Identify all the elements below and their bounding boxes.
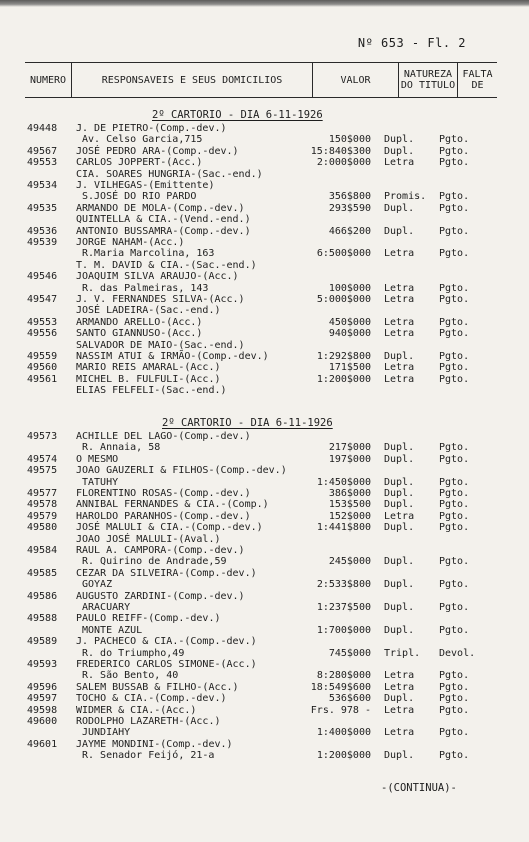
responsavel-name: MARIO REIS AMARAL-(Acc.)	[76, 362, 221, 374]
natureza-titulo: Letra	[384, 681, 415, 693]
record-number: 49586	[27, 590, 58, 602]
record-number: 49593	[27, 659, 58, 670]
responsavel-name: ELIAS FELFELI-(Sac.-end.)	[76, 385, 227, 397]
domicilio: R. das Palmeiras, 143	[82, 282, 209, 294]
section-title: 2º CARTORIO - DIA 6-11-1926	[162, 417, 333, 429]
record-line	[0, 568, 529, 579]
responsavel-name: CIA. SOARES HUNGRIA-(Sac.-end.)	[76, 168, 263, 180]
record-line	[0, 340, 529, 351]
valor-amount: 1:200$000	[316, 750, 371, 762]
natureza-titulo: Letra	[384, 316, 415, 328]
responsavel-name: JOAO GAUZERLI & FILHOS-(Comp.-dev.)	[76, 465, 287, 477]
responsavel-name: RAUL A. CAMPORA-(Comp.-dev.)	[76, 545, 245, 556]
record-number: 49547	[27, 294, 58, 305]
responsavel-name: FREDERICO CARLOS SIMONE-(Acc.)	[76, 659, 257, 670]
record-number: 49584	[27, 545, 58, 556]
valor-amount: 466$200	[328, 225, 371, 237]
falta-de: Pgto.	[439, 373, 470, 385]
natureza-titulo: Letra	[384, 294, 415, 305]
valor-amount: Frs. 978 -	[310, 704, 371, 716]
falta-de: Pgto.	[439, 579, 470, 591]
valor-amount: 8:280$000	[316, 670, 371, 682]
record-line	[0, 648, 529, 659]
valor-amount: 245$000	[328, 556, 371, 568]
domicilio: S.JOSÉ DO RIO PARDO	[82, 191, 197, 203]
natureza-titulo: Dupl.	[384, 693, 415, 705]
falta-de: Pgto.	[439, 134, 470, 146]
record-number: 49589	[27, 636, 58, 648]
falta-de: Pgto.	[439, 750, 470, 762]
responsavel-name: ARMANDO DE MOLA-(Comp.-dev.)	[76, 202, 245, 214]
valor-amount: 1:200$000	[316, 373, 371, 385]
record-number: 49600	[27, 716, 58, 727]
record-number: 49546	[27, 271, 58, 283]
natureza-titulo: Dupl.	[384, 750, 415, 762]
scan-edge	[0, 0, 529, 7]
record-number: 49567	[27, 145, 58, 157]
valor-amount: 100$000	[328, 282, 371, 294]
record-number: 49588	[27, 613, 58, 625]
record-line	[0, 477, 529, 488]
record-line	[0, 237, 529, 248]
record-line	[0, 214, 529, 225]
natureza-titulo: Letra	[384, 157, 415, 169]
natureza-titulo: Dupl.	[384, 556, 415, 568]
falta-de: Pgto.	[439, 704, 470, 716]
valor-amount: 1:237$500	[316, 602, 371, 613]
section-title: 2º CARTORIO - DIA 6-11-1926	[152, 109, 323, 121]
record-line	[0, 625, 529, 636]
falta-de: Pgto.	[439, 693, 470, 705]
header-falta: FALTA DE	[462, 69, 493, 91]
table-header	[25, 62, 497, 98]
responsavel-name: T. M. DAVID & CIA.-(Sac.-end.)	[76, 259, 257, 271]
domicilio: Av. Celso Garcia,715	[82, 134, 203, 146]
header-responsaveis: RESPONSAVEIS E SEUS DOMICILIOS	[101, 74, 283, 86]
falta-de: Pgto.	[439, 225, 470, 237]
responsavel-name: MICHEL B. FULFULI-(Acc.)	[76, 373, 221, 385]
domicilio: R. Quirino de Andrade,59	[82, 556, 227, 568]
record-line	[0, 511, 529, 522]
record-number: 49596	[27, 681, 58, 693]
falta-de: Pgto.	[439, 453, 470, 465]
record-line	[0, 659, 529, 670]
falta-de: Pgto.	[439, 727, 470, 739]
domicilio: R. Senador Feijó, 21-a	[82, 750, 215, 762]
valor-amount: 153$500	[328, 499, 371, 511]
record-number: 49534	[27, 180, 58, 191]
header-natureza: NATUREZA DO TITULO	[400, 69, 456, 91]
natureza-titulo: Letra	[384, 373, 415, 385]
responsavel-name: RODOLPHO LAZARETH-(Acc.)	[76, 716, 221, 727]
record-line	[0, 248, 529, 259]
record-line	[0, 180, 529, 191]
record-line	[0, 739, 529, 750]
valor-amount: 386$000	[328, 488, 371, 499]
record-line	[0, 305, 529, 316]
record-number: 49585	[27, 567, 58, 579]
responsavel-name: JOSÉ MALULI & CIA.-(Comp.-dev.)	[76, 522, 263, 534]
valor-amount: 1:292$800	[316, 351, 371, 362]
record-number: 49553	[27, 316, 58, 328]
domicilio: JUNDIAHY	[82, 727, 131, 739]
record-line	[0, 750, 529, 761]
responsavel-name: JOSÉ LADEIRA-(Sac.-end.)	[76, 305, 221, 317]
record-line	[0, 134, 529, 145]
record-line	[0, 545, 529, 556]
valor-amount: 536$600	[328, 693, 371, 705]
record-number: 49556	[27, 328, 58, 340]
falta-de: Pgto.	[439, 681, 470, 693]
natureza-titulo: Dupl.	[384, 602, 415, 613]
natureza-titulo: Dupl.	[384, 145, 415, 157]
falta-de: Pgto.	[439, 522, 470, 534]
record-number: 49575	[27, 465, 58, 477]
record-line	[0, 488, 529, 499]
falta-de: Pgto.	[439, 602, 470, 613]
record-number: 49535	[27, 202, 58, 214]
falta-de: Pgto.	[439, 624, 470, 636]
record-line	[0, 351, 529, 362]
record-number: 49448	[27, 123, 58, 134]
natureza-titulo: Dupl.	[384, 202, 415, 214]
domicilio: ARACUARY	[82, 602, 131, 613]
natureza-titulo: Promis.	[384, 191, 427, 203]
falta-de: Pgto.	[439, 488, 470, 499]
record-line	[0, 636, 529, 647]
record-line	[0, 271, 529, 282]
valor-amount: 2:533$800	[316, 579, 371, 591]
record-number: 49539	[27, 237, 58, 248]
valor-amount: 197$000	[328, 453, 371, 465]
record-line	[0, 442, 529, 453]
valor-amount: 5:000$000	[316, 294, 371, 305]
record-line	[0, 146, 529, 157]
valor-amount: 356$800	[328, 191, 371, 203]
domicilio: R.Maria Marcolina, 163	[82, 248, 215, 260]
record-line	[0, 328, 529, 339]
valor-amount: 1:700$000	[316, 624, 371, 636]
domicilio: TATUHY	[82, 476, 119, 488]
record-line	[0, 157, 529, 168]
responsavel-name: ANNIBAL FERNANDES & CIA.-(Comp.)	[76, 499, 269, 511]
falta-de: Pgto.	[439, 157, 470, 169]
falta-de: Pgto.	[439, 476, 470, 488]
responsavel-name: CARLOS JOPPERT-(Acc.)	[76, 157, 203, 169]
record-number: 49580	[27, 522, 58, 534]
falta-de: Pgto.	[439, 202, 470, 214]
natureza-titulo: Dupl.	[384, 225, 415, 237]
record-number: 49578	[27, 499, 58, 511]
record-line	[0, 317, 529, 328]
responsavel-name: J. DE PIETRO-(Comp.-dev.)	[76, 123, 227, 134]
valor-amount: 1:400$000	[316, 727, 371, 739]
page-number: Nº 653 - Fl. 2	[357, 36, 466, 50]
responsavel-name: JOAQUIM SILVA ARAUJO-(Acc.)	[76, 271, 239, 283]
responsavel-name: TOCHO & CIA.-(Comp.-dev.)	[76, 693, 227, 705]
falta-de: Pgto.	[439, 248, 470, 260]
responsavel-name: JORGE NAHAM-(Acc.)	[76, 237, 185, 248]
natureza-titulo: Letra	[384, 670, 415, 682]
natureza-titulo: Dupl.	[384, 522, 415, 534]
natureza-titulo: Dupl.	[384, 134, 415, 146]
record-line	[0, 203, 529, 214]
record-number: 49597	[27, 693, 58, 705]
record-number: 49559	[27, 351, 58, 362]
record-number: 49561	[27, 373, 58, 385]
natureza-titulo: Dupl.	[384, 499, 415, 511]
natureza-titulo: Dupl.	[384, 476, 415, 488]
valor-amount: 171$500	[328, 362, 371, 374]
header-numero: NUMERO	[29, 74, 67, 86]
domicilio: R. do Triumpho,49	[82, 647, 185, 659]
falta-de: Pgto.	[439, 145, 470, 157]
falta-de: Pgto.	[439, 362, 470, 374]
record-line	[0, 260, 529, 271]
falta-de: Pgto.	[439, 282, 470, 294]
record-number: 49577	[27, 488, 58, 499]
record-line	[0, 191, 529, 202]
record-line	[0, 123, 529, 134]
valor-amount: 217$000	[328, 442, 371, 454]
record-line	[0, 465, 529, 476]
record-line	[0, 374, 529, 385]
falta-de: Pgto.	[439, 670, 470, 682]
valor-amount: 15:840$300	[310, 145, 371, 157]
falta-de: Pgto.	[439, 328, 470, 340]
valor-amount: 6:500$000	[316, 248, 371, 260]
responsavel-name: CEZAR DA SILVEIRA-(Comp.-dev.)	[76, 567, 257, 579]
domicilio: R. Annaia, 58	[82, 442, 161, 454]
natureza-titulo: Letra	[384, 510, 415, 522]
valor-amount: 150$000	[328, 134, 371, 146]
record-number: 49601	[27, 738, 58, 750]
record-number: 49553	[27, 157, 58, 169]
record-line	[0, 602, 529, 613]
record-line	[0, 693, 529, 704]
responsavel-name: SALVADOR DE MAIO-(Sac.-end.)	[76, 339, 245, 351]
record-line	[0, 169, 529, 180]
record-line	[0, 534, 529, 545]
natureza-titulo: Dupl.	[384, 488, 415, 499]
responsavel-name: ACHILLE DEL LAGO-(Comp.-dev.)	[76, 431, 251, 442]
valor-amount: 940$000	[328, 328, 371, 340]
record-line	[0, 226, 529, 237]
header-valor: VALOR	[340, 74, 371, 86]
responsavel-name: PAULO REIFF-(Comp.-dev.)	[76, 613, 221, 625]
natureza-titulo: Letra	[384, 704, 415, 716]
falta-de: Pgto.	[439, 556, 470, 568]
record-line	[0, 556, 529, 567]
record-number: 49560	[27, 362, 58, 374]
record-line	[0, 283, 529, 294]
record-number: 49573	[27, 431, 58, 442]
falta-de: Devol.	[439, 647, 476, 659]
responsavel-name: JAYME MONDINI-(Comp.-dev.)	[76, 738, 233, 750]
natureza-titulo: Dupl.	[384, 442, 415, 454]
record-line	[0, 613, 529, 624]
responsavel-name: JOSÉ PEDRO ARA-(Comp.-dev.)	[76, 145, 239, 157]
record-line	[0, 499, 529, 510]
record-line	[0, 431, 529, 442]
natureza-titulo: Dupl.	[384, 579, 415, 591]
natureza-titulo: Dupl.	[384, 624, 415, 636]
valor-amount: 1:450$000	[316, 476, 371, 488]
natureza-titulo: Letra	[384, 727, 415, 739]
record-line	[0, 362, 529, 373]
natureza-titulo: Letra	[384, 282, 415, 294]
natureza-titulo: Letra	[384, 248, 415, 260]
responsavel-name: NASSIM ATUI & IRMÃO-(Comp.-dev.)	[76, 351, 269, 362]
natureza-titulo: Dupl.	[384, 351, 415, 362]
responsavel-name: J. PACHECO & CIA.-(Comp.-dev.)	[76, 636, 257, 648]
record-line	[0, 522, 529, 533]
responsavel-name: ARMANDO ARELLO-(Acc.)	[76, 316, 203, 328]
falta-de: Pgto.	[439, 351, 470, 362]
record-line	[0, 294, 529, 305]
domicilio: MONTE AZUL	[82, 624, 143, 636]
falta-de: Pgto.	[439, 442, 470, 454]
record-line	[0, 716, 529, 727]
responsavel-name: ANTONIO BUSSAMRA-(Comp.-dev.)	[76, 225, 251, 237]
responsavel-name: J. VILHEGAS-(Emittente)	[76, 180, 215, 191]
record-line	[0, 682, 529, 693]
valor-amount: 18:549$600	[310, 681, 371, 693]
record-line	[0, 579, 529, 590]
record-line	[0, 705, 529, 716]
continua-note: -(CONTINUA)-	[381, 782, 457, 794]
responsavel-name: WIDMER & CIA.-(Acc.)	[76, 704, 197, 716]
responsavel-name: AUGUSTO ZARDINI-(Comp.-dev.)	[76, 590, 245, 602]
responsavel-name: FLORENTINO ROSAS-(Comp.-dev.)	[76, 488, 251, 499]
responsavel-name: J. V. FERNANDES SILVA-(Acc.)	[76, 294, 245, 305]
record-line	[0, 670, 529, 681]
natureza-titulo: Tripl.	[384, 647, 421, 659]
falta-de: Pgto.	[439, 294, 470, 305]
record-number: 49536	[27, 225, 58, 237]
domicilio: R. São Bento, 40	[82, 670, 179, 682]
responsavel-name: HAROLDO PARANHOS-(Comp.-dev.)	[76, 510, 251, 522]
falta-de: Pgto.	[439, 316, 470, 328]
responsavel-name: SANTO GIANNUSO-(Acc.)	[76, 328, 203, 340]
natureza-titulo: Dupl.	[384, 453, 415, 465]
natureza-titulo: Letra	[384, 362, 415, 374]
falta-de: Pgto.	[439, 510, 470, 522]
record-number: 49579	[27, 510, 58, 522]
responsavel-name: JOAO JOSÉ MALULI-(Aval.)	[76, 533, 221, 545]
valor-amount: 152$000	[328, 510, 371, 522]
natureza-titulo: Letra	[384, 328, 415, 340]
record-line	[0, 385, 529, 396]
valor-amount: 293$590	[328, 202, 371, 214]
record-line	[0, 727, 529, 738]
record-line	[0, 454, 529, 465]
falta-de: Pgto.	[439, 191, 470, 203]
record-number: 49574	[27, 453, 58, 465]
record-line	[0, 591, 529, 602]
responsavel-name: O MESMO	[76, 453, 119, 465]
domicilio: GOYAZ	[82, 579, 113, 591]
valor-amount: 2:000$000	[316, 157, 371, 169]
valor-amount: 1:441$800	[316, 522, 371, 534]
valor-amount: 745$000	[328, 647, 371, 659]
responsavel-name: SALEM BUSSAB & FILHO-(Acc.)	[76, 681, 239, 693]
record-number: 49598	[27, 704, 58, 716]
falta-de: Pgto.	[439, 499, 470, 511]
responsavel-name: QUINTELLA & CIA.-(Vend.-end.)	[76, 214, 251, 226]
valor-amount: 450$000	[328, 316, 371, 328]
